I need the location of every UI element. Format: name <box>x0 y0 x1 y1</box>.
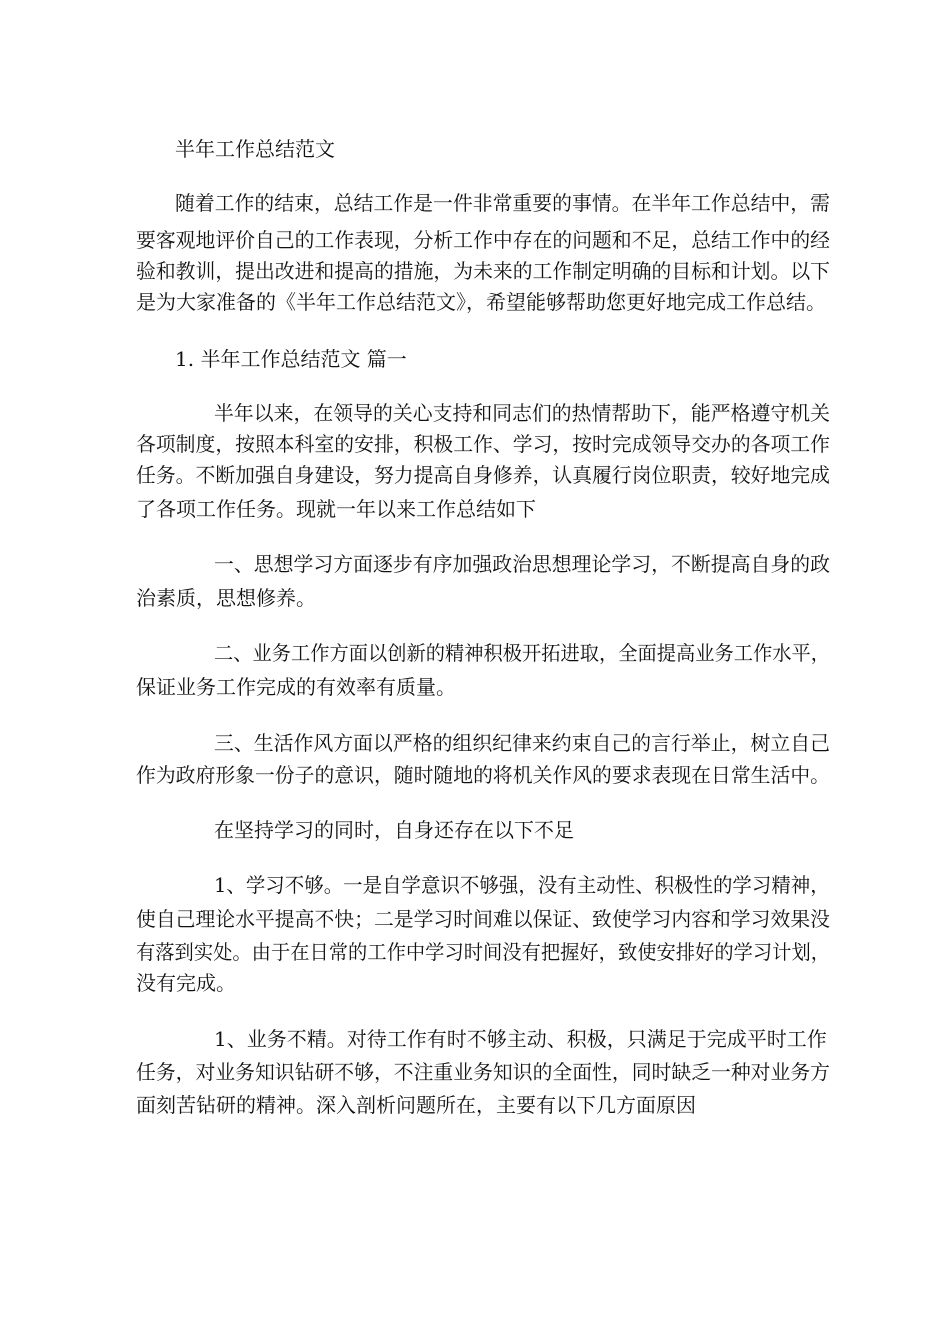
paragraph-line: 治素质，思想修养。 <box>136 586 316 610</box>
paragraph-line: 三、生活作风方面以严格的组织纪律来约束自己的言行举止，树立自己 <box>214 731 830 755</box>
paragraph-line: 任务，对业务知识钻研不够，不注重业务知识的全面性，同时缺乏一种对业务方 <box>136 1060 830 1084</box>
paragraph-line: 面刻苦钻研的精神。深入剖析问题所在，主要有以下几方面原因 <box>136 1093 696 1117</box>
paragraph-line: 随着工作的结束，总结工作是一件非常重要的事情。在半年工作总结中，需 <box>175 191 830 215</box>
paragraph-line: 任务。不断加强自身建设，努力提高自身修养，认真履行岗位职责，较好地完成 <box>136 463 830 487</box>
paragraph-line: 要客观地评价自己的工作表现，分析工作中存在的问题和不足，总结工作中的经 <box>136 228 830 252</box>
paragraph-line: 各项制度，按照本科室的安排，积极工作、学习，按时完成领导交办的各项工作 <box>136 432 830 456</box>
paragraph-line: 1、业务不精。对待工作有时不够主动、积极，只满足于完成平时工作 <box>214 1027 827 1051</box>
paragraph-line: 二、业务工作方面以创新的精神积极开拓进取，全面提高业务工作水平， <box>214 641 830 665</box>
shortfall-intro: 在坚持学习的同时，自身还存在以下不足 <box>214 818 574 842</box>
paragraph-line: 是为大家准备的《半年工作总结范文》，希望能够帮助您更好地完成工作总结。 <box>136 290 826 314</box>
paragraph-line: 半年以来，在领导的关心支持和同志们的热情帮助下，能严格遵守机关 <box>214 401 830 425</box>
paragraph-line: 了各项工作任务。现就一年以来工作总结如下 <box>136 497 536 521</box>
paragraph-line: 保证业务工作完成的有效率有质量。 <box>136 675 456 699</box>
document-title: 半年工作总结范文 <box>175 137 335 161</box>
paragraph-line: 1、学习不够。一是自学意识不够强，没有主动性、积极性的学习精神， <box>214 873 830 897</box>
paragraph-line: 一、思想学习方面逐步有序加强政治思想理论学习，不断提高自身的政 <box>214 552 830 576</box>
section-heading: 1. 半年工作总结范文 篇一 <box>175 347 407 371</box>
paragraph-line: 使自己理论水平提高不快；二是学习时间难以保证、致使学习内容和学习效果没 <box>136 907 830 931</box>
paragraph-line: 有落到实处。由于在日常的工作中学习时间没有把握好，致使安排好的学习计划， <box>136 940 830 964</box>
paragraph-line: 验和教训，提出改进和提高的措施，为未来的工作制定明确的目标和计划。以下 <box>136 259 830 283</box>
paragraph-line: 作为政府形象一份子的意识，随时随地的将机关作风的要求表现在日常生活中。 <box>136 763 830 787</box>
paragraph-line: 没有完成。 <box>136 971 236 995</box>
